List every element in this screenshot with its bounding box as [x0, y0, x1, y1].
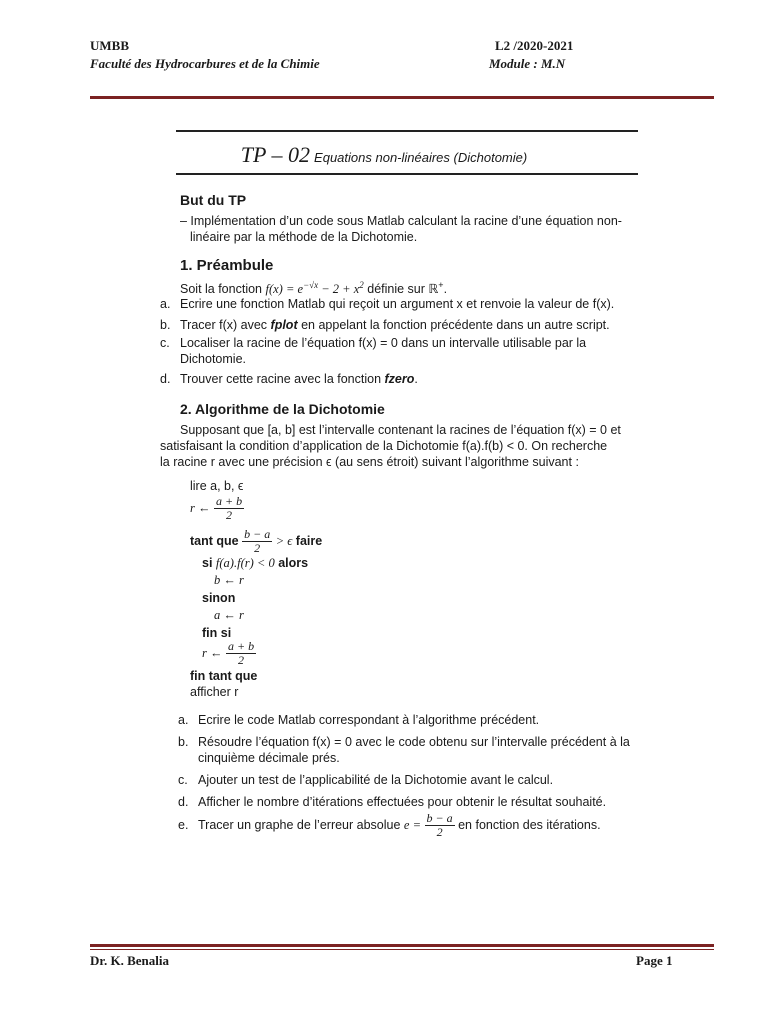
header-faculty: Faculté des Hydrocarbures et de la Chimie: [90, 56, 320, 71]
footer-divider: [90, 944, 714, 947]
algo-r-update: r ← $\frac{a + b}{2}$: [202, 639, 255, 667]
algo-frac-apb: $\frac{a + b}{2}$: [215, 494, 243, 522]
task-item-c: c. Ajouter un test de l’applicabilité de la Dichotomie avant le calcul.: [178, 773, 554, 787]
title-rule-bottom: [176, 173, 638, 175]
preambule-item-c: c. Localiser la racine de l’équation f(x) = 0 dans un intervalle utilisable par la: [160, 336, 587, 350]
algo-lire: lire a, b, ϵ: [190, 479, 244, 493]
algo-b-r: b ← r: [214, 573, 244, 587]
preambule-heading: 1. Préambule: [180, 257, 274, 274]
task-item-e: e. Tracer un graphe de l’erreur absolue e = $\frac{b - a}{2}$ en fonction des itérations.: [178, 811, 601, 839]
title-subtitle: Equations non-linéaires (Dichotomie): [314, 150, 528, 165]
preambule-item-b: b. Tracer f(x) avec fplot en appelant la fonction précédente dans un autre script.: [160, 318, 610, 332]
algo-intro-2: satisfaisant la condition d’application de la Dichotomie f(a).f(b) < 0. On recherche: [160, 439, 608, 453]
preambule-item-a: a. Ecrire une fonction Matlab qui reçoit un argument x et renvoie la valeur de f(x).: [160, 297, 615, 311]
algo-tant-que: tant que $\frac{b - a}{2}$ > ϵ faire: [190, 527, 323, 555]
intro-rest: − 2 + x: [318, 282, 360, 297]
intro-post: définie sur ℝ: [363, 282, 439, 297]
header-year: L2 /2020-2021: [495, 38, 574, 53]
algo-afficher: afficher r: [190, 685, 239, 699]
task-item-a: a. Ecrire le code Matlab correspondant à l’algorithme précédent.: [178, 713, 540, 727]
task-item-d: d. Afficher le nombre d’itérations effectuées pour obtenir le résultat souhaité.: [178, 795, 607, 809]
intro-sq: 2: [359, 280, 364, 290]
task-item-b-cont: cinquième décimale prés.: [198, 751, 340, 765]
preambule-item-d: d. Trouver cette racine avec la fonction fzero.: [160, 372, 418, 386]
header-module: Module : M.N: [489, 56, 566, 71]
header-divider: [90, 96, 714, 99]
preambule-item-c-cont: Dichotomie.: [180, 352, 246, 366]
goal-line-2: linéaire par la méthode de la Dichotomie.: [190, 230, 418, 244]
goal-line-1: – Implémentation d’un code sous Matlab calculant la racine d’une équation non-: [180, 214, 622, 228]
algo-frac-bma: $\frac{b - a}{2}$: [244, 527, 271, 555]
header-school: UMBB: [90, 38, 129, 53]
algo-fin-tant-que: fin tant que: [190, 669, 258, 683]
intro-fx: f(x) = e: [265, 282, 304, 297]
preambule-intro: [180, 277, 447, 297]
footer-author: Dr. K. Benalia: [90, 953, 169, 968]
page-title: [0, 142, 768, 168]
algo-sinon: sinon: [202, 591, 236, 605]
goal-heading: But du TP: [180, 192, 247, 208]
algo-intro-3: la racine r avec une précision ϵ (au sens étroit) suivant l’algorithme suivant :: [160, 455, 579, 469]
intro-plus: +: [438, 280, 444, 290]
algo-heading: 2. Algorithme de la Dichotomie: [180, 401, 385, 417]
task-item-b: b. Résoudre l’équation f(x) = 0 avec le code obtenu sur l’intervalle précédent à la: [178, 735, 630, 749]
footer-page-number: Page 1: [636, 953, 673, 968]
intro-end: .: [443, 282, 448, 297]
algo-fin-si: fin si: [202, 626, 232, 640]
algo-si: si f(a).f(r) < 0 alors: [202, 556, 309, 570]
algo-intro-1: Supposant que [a, b] est l’intervalle contenant la racines de l’équation f(x) = 0 et: [180, 423, 621, 437]
algo-r-init: r ← $\frac{a + b}{2}$: [190, 494, 243, 522]
task-frac-bma: $\frac{b - a}{2}$: [426, 811, 453, 839]
title-tp: TP – 02: [240, 142, 311, 167]
intro-exp: −√x: [303, 280, 319, 290]
algo-a-r: a ← r: [214, 608, 244, 622]
footer-divider-thin: [90, 949, 714, 950]
algo-frac-apb-2: $\frac{a + b}{2}$: [227, 639, 255, 667]
title-rule-top: [176, 130, 638, 132]
intro-pre: Soit la fonction: [180, 282, 262, 297]
